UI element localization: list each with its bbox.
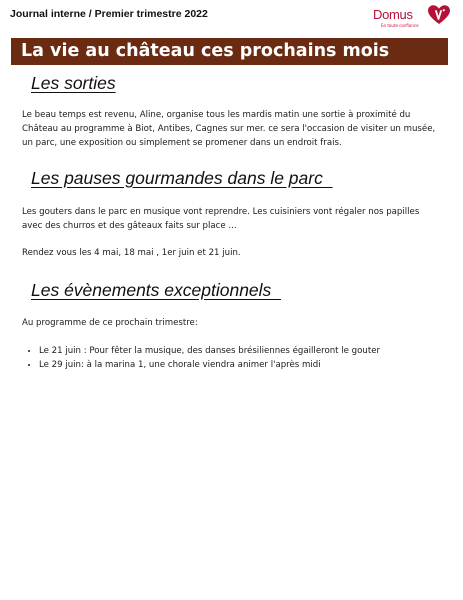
paragraph-sorties: Le beau temps est revenu, Aline, organise tous les mardis matin une sortie à proximité du Château au programme à Biot, Antibes, Cagnes sur mer. ce sera l'occasion de visiter un musée, un parc, une exposition ou simplement se promener dans un endroit frais. <box>22 110 436 148</box>
title-banner <box>11 38 448 65</box>
list-item: • Le 21 juin : Pour fêter la musique, des danses brésiliennes égailleront le gouter <box>39 344 459 358</box>
logo-text: Domus <box>373 7 413 22</box>
events-list <box>22 344 459 372</box>
paragraph-dates: Rendez vous les 4 mai, 18 mai , 1er juin et 21 juin. <box>22 248 241 258</box>
page-header <box>0 0 463 36</box>
logo-tagline: En toute confiance <box>381 23 419 28</box>
heading-pauses: Les pauses gourmandes dans le parc <box>31 168 333 188</box>
paragraph-pauses: Les gouters dans le parc en musique vont reprendre. Les cuisiniers vont régaler nos papilles avec des churros et des gâteaux faits sur place ... <box>22 207 420 231</box>
heart-logo-icon <box>427 4 451 26</box>
list-item: • Le 29 juin: à la marina 1, une chorale viendra animer l'après midi <box>39 358 459 372</box>
domusvi-logo <box>373 4 453 32</box>
heading-sorties: Les sorties <box>31 73 116 93</box>
journal-title: Journal interne / Premier trimestre 2022 <box>10 8 208 20</box>
banner-title: La vie au château ces prochains mois <box>21 41 390 61</box>
heading-evenements: Les évènements exceptionnels <box>31 280 282 300</box>
paragraph-programme-intro: Au programme de ce prochain trimestre: <box>22 318 198 328</box>
